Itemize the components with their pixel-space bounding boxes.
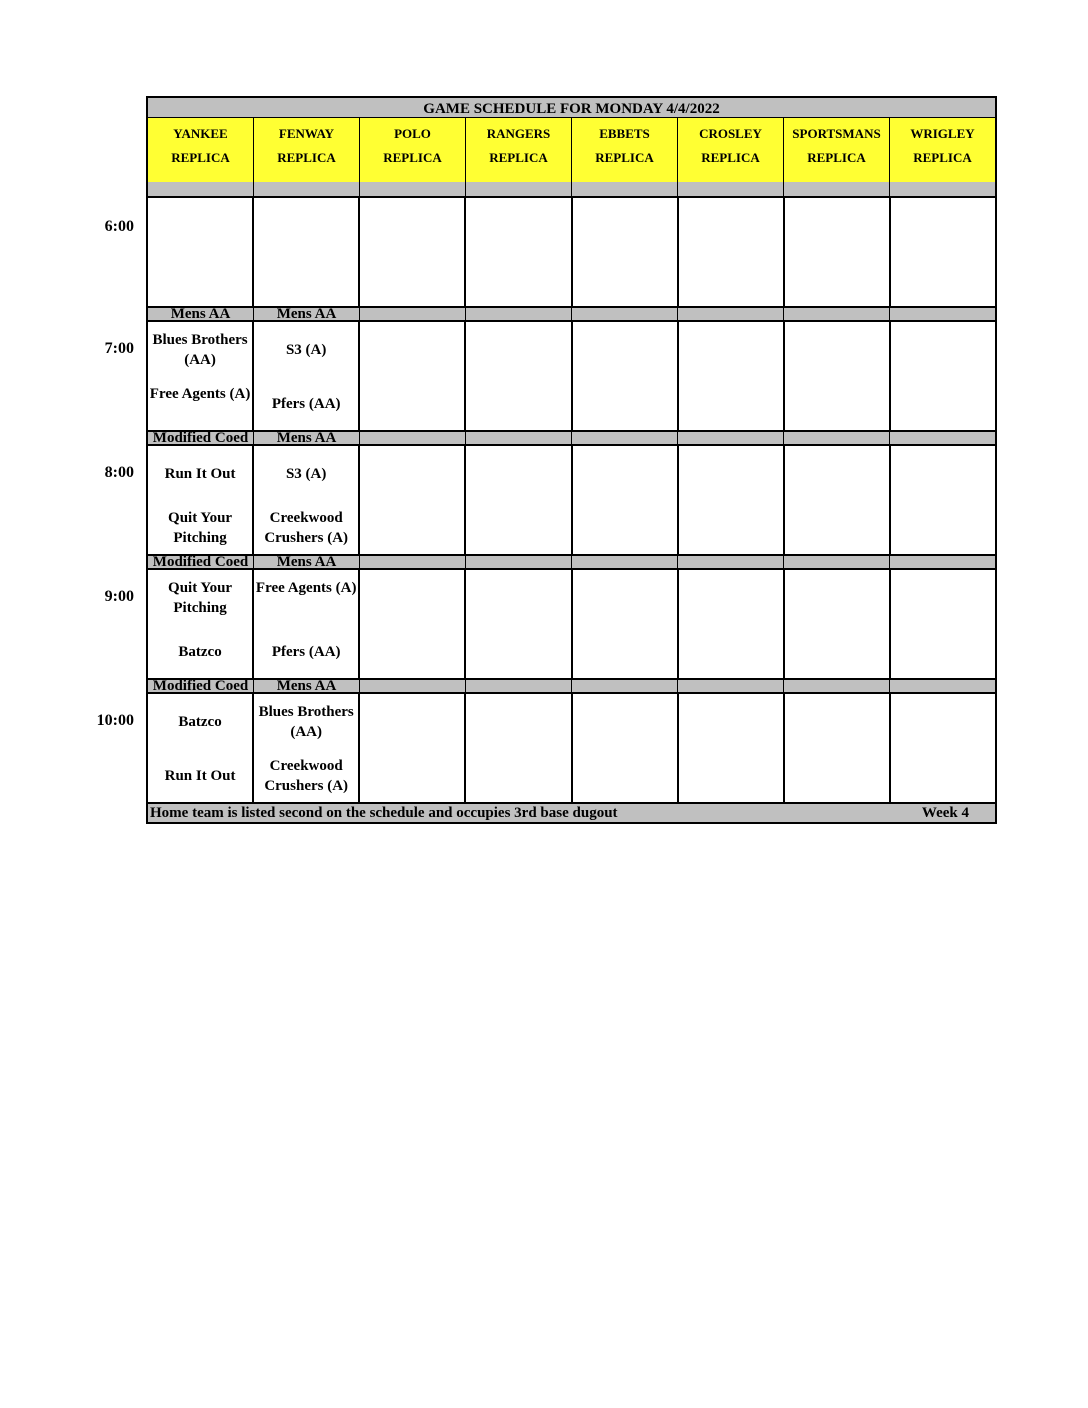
away-team: Blues Brothers (AA) bbox=[152, 332, 248, 368]
home-team: Run It Out bbox=[164, 768, 236, 784]
away-team: Blues Brothers (AA) bbox=[258, 704, 354, 740]
field-header-wrigley: WRIGLEY REPLICA bbox=[890, 118, 995, 182]
league-row-9 bbox=[146, 554, 997, 570]
home-team: Pfers (AA) bbox=[271, 396, 341, 412]
away-team: Run It Out bbox=[164, 466, 236, 482]
league-label: Mens AA bbox=[254, 308, 360, 320]
league-row-10 bbox=[146, 678, 997, 694]
game-cell bbox=[148, 694, 254, 802]
league-label: Modified Coed bbox=[148, 556, 254, 568]
schedule-title: GAME SCHEDULE FOR MONDAY 4/4/2022 bbox=[146, 96, 997, 118]
league-label: Mens AA bbox=[254, 556, 360, 568]
away-team: S3 (A) bbox=[285, 342, 327, 358]
slot-time: 7:00 bbox=[104, 340, 134, 357]
league-row-8 bbox=[146, 430, 997, 446]
home-team-note: Home team is listed second on the schedule and occupies 3rd base dugout bbox=[150, 805, 618, 821]
away-team: Free Agents (A) bbox=[255, 580, 357, 596]
time-slot-7 bbox=[104, 322, 997, 430]
league-row-7 bbox=[146, 306, 997, 322]
home-team: Creekwood Crushers (A) bbox=[264, 758, 349, 794]
away-team: Batzco bbox=[178, 714, 222, 730]
field-header-polo: POLO REPLICA bbox=[360, 118, 466, 182]
field-header-rangers: RANGERS REPLICA bbox=[466, 118, 572, 182]
league-label: Modified Coed bbox=[148, 680, 254, 692]
slot-time: 8:00 bbox=[104, 464, 134, 481]
game-cell bbox=[254, 446, 360, 554]
field-header-yankee: YANKEE REPLICA bbox=[148, 118, 254, 182]
league-label: Mens AA bbox=[254, 680, 360, 692]
time-slot-8 bbox=[104, 446, 997, 554]
away-team: Quit Your Pitching bbox=[168, 580, 233, 616]
field-header-crosley: CROSLEY REPLICA bbox=[678, 118, 784, 182]
week-label: Week 4 bbox=[921, 805, 969, 821]
time-slot-6 bbox=[104, 198, 997, 306]
field-header-row bbox=[146, 118, 997, 182]
slot-time: 6:00 bbox=[104, 218, 134, 235]
home-team: Creekwood Crushers (A) bbox=[264, 510, 349, 546]
game-cell bbox=[254, 570, 360, 678]
home-team: Batzco bbox=[178, 644, 222, 660]
schedule-footer bbox=[146, 802, 997, 824]
time-slot-10 bbox=[96, 694, 997, 802]
game-cell bbox=[148, 446, 254, 554]
slot-time: 9:00 bbox=[104, 588, 134, 605]
field-header-fenway: FENWAY REPLICA bbox=[254, 118, 360, 182]
field-header-sportsmans: SPORTSMANS REPLICA bbox=[784, 118, 890, 182]
league-label: Modified Coed bbox=[148, 432, 254, 444]
game-cell bbox=[254, 694, 360, 802]
game-cell bbox=[254, 322, 360, 430]
league-label: Mens AA bbox=[148, 308, 254, 320]
slot-time: 10:00 bbox=[96, 712, 134, 729]
game-cell bbox=[148, 322, 254, 430]
header-spacer-row bbox=[146, 182, 997, 198]
time-slot-9 bbox=[104, 570, 997, 678]
away-team: S3 (A) bbox=[285, 466, 327, 482]
home-team: Quit Your Pitching bbox=[168, 510, 233, 546]
home-team: Free Agents (A) bbox=[149, 386, 251, 402]
league-label: Mens AA bbox=[254, 432, 360, 444]
field-header-ebbets: EBBETS REPLICA bbox=[572, 118, 678, 182]
home-team: Pfers (AA) bbox=[271, 644, 341, 660]
schedule-sheet bbox=[96, 96, 997, 824]
game-cell bbox=[148, 570, 254, 678]
